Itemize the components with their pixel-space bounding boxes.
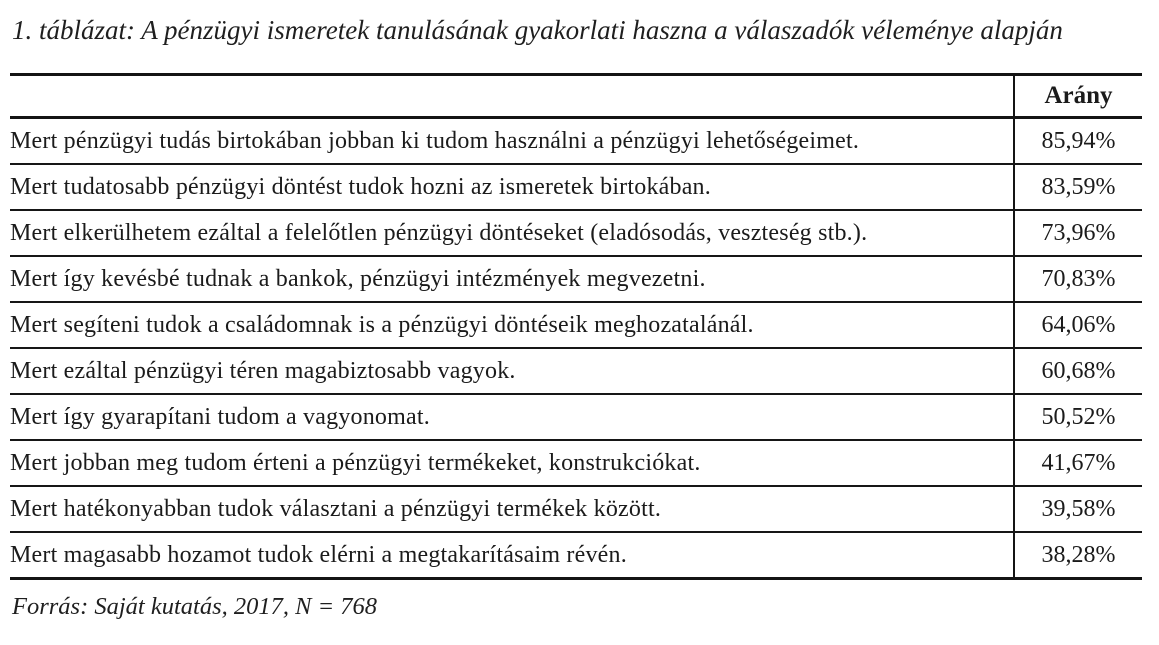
reason-cell: Mert így gyarapítani tudom a vagyonomat. bbox=[10, 394, 1014, 440]
share-cell: 85,94% bbox=[1014, 118, 1142, 165]
reason-cell: Mert így kevésbé tudnak a bankok, pénzügyi intézmények megvezetni. bbox=[10, 256, 1014, 302]
share-cell: 38,28% bbox=[1014, 532, 1142, 579]
reason-cell: Mert ezáltal pénzügyi téren magabiztosabb vagyok. bbox=[10, 348, 1014, 394]
source-note: Forrás: Saját kutatás, 2017, N = 768 bbox=[12, 593, 377, 620]
table-row bbox=[10, 164, 1142, 210]
reason-cell: Mert pénzügyi tudás birtokában jobban ki tudom használni a pénzügyi lehetőségeimet. bbox=[10, 118, 1014, 165]
share-cell: 41,67% bbox=[1014, 440, 1142, 486]
table-row bbox=[10, 394, 1142, 440]
share-cell: 50,52% bbox=[1014, 394, 1142, 440]
reason-header-cell bbox=[10, 75, 1014, 118]
reason-cell: Mert magasabb hozamot tudok elérni a megtakarításaim révén. bbox=[10, 541, 627, 568]
table-row bbox=[10, 486, 1142, 532]
share-cell: 70,83% bbox=[1014, 256, 1142, 302]
table-row bbox=[10, 440, 1142, 486]
share-cell: 73,96% bbox=[1014, 210, 1142, 256]
reason-cell: Mert hatékonyabban tudok választani a pénzügyi termékek között. bbox=[10, 486, 1014, 532]
share-cell: 83,59% bbox=[1014, 164, 1142, 210]
share-cell: 64,06% bbox=[1014, 302, 1142, 348]
table-row bbox=[10, 348, 1142, 394]
share-header-cell: Arány bbox=[1014, 75, 1142, 118]
reason-cell: Mert tudatosabb pénzügyi döntést tudok hozni az ismeretek birtokában. bbox=[10, 164, 1014, 210]
share-cell: 39,58% bbox=[1014, 486, 1142, 532]
table-header-row bbox=[10, 75, 1142, 118]
reason-cell: Mert jobban meg tudom érteni a pénzügyi termékeket, konstrukciókat. bbox=[10, 440, 1014, 486]
share-cell: 60,68% bbox=[1014, 348, 1142, 394]
table-row bbox=[10, 118, 1142, 165]
data-table bbox=[10, 73, 1142, 580]
table-row bbox=[10, 302, 1142, 348]
table-row bbox=[10, 210, 1142, 256]
table-row bbox=[10, 532, 1142, 579]
reason-cell: Mert elkerülhetem ezáltal a felelőtlen pénzügyi döntéseket (eladósodás, veszteség stb.). bbox=[10, 210, 1014, 256]
table-caption: 1. táblázat: A pénzügyi ismeretek tanulásának gyakorlati haszna a válaszadók véleménye alapján bbox=[12, 15, 1063, 45]
table-body bbox=[10, 118, 1142, 579]
reason-cell: Mert segíteni tudok a családomnak is a pénzügyi döntéseik meghozatalánál. bbox=[10, 302, 1014, 348]
table-row bbox=[10, 256, 1142, 302]
